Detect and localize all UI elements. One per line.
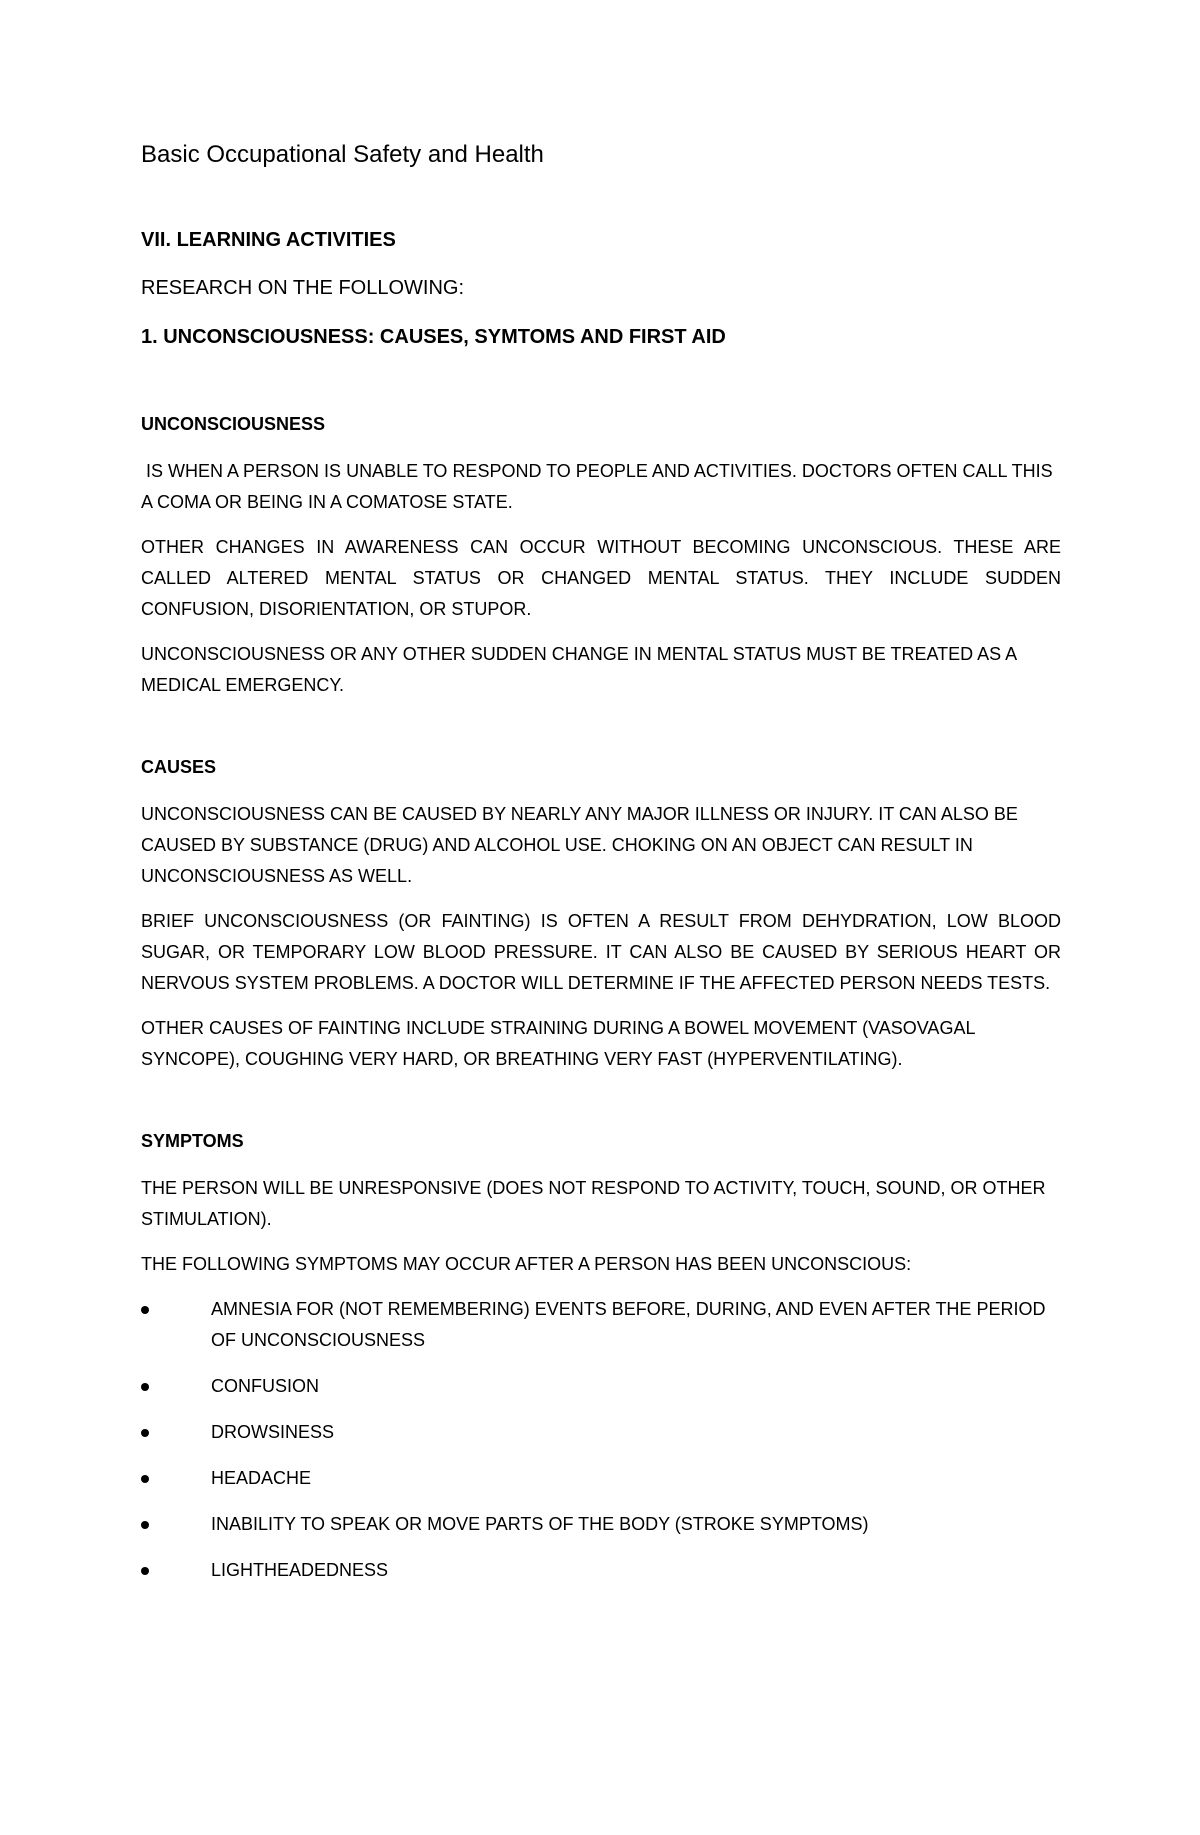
section-spacer bbox=[141, 715, 1061, 755]
causes-heading: CAUSES bbox=[141, 757, 217, 777]
unconsciousness-paragraph: IS WHEN A PERSON IS UNABLE TO RESPOND TO PEOPLE AND ACTIVITIES. DOCTORS OFTEN CALL THIS A COMA OR BEING IN A COMATOSE STATE. bbox=[141, 461, 1057, 512]
list-item bbox=[141, 1294, 1061, 1356]
list-item-text: DROWSINESS bbox=[211, 1422, 335, 1442]
section-title: VII. LEARNING ACTIVITIES bbox=[141, 229, 396, 251]
list-item-text: LIGHTHEADEDNESS bbox=[211, 1560, 389, 1580]
symptoms-list bbox=[141, 1294, 1061, 1586]
list-item bbox=[141, 1463, 1061, 1494]
topic-title: 1. UNCONSCIOUSNESS: CAUSES, SYMTOMS AND FIRST AID bbox=[141, 326, 726, 348]
section-spacer bbox=[141, 1089, 1061, 1129]
list-item bbox=[141, 1509, 1061, 1540]
symptoms-paragraph: THE PERSON WILL BE UNRESPONSIVE (DOES NOT RESPOND TO ACTIVITY, TOUCH, SOUND, OR OTHER STIMULATION). bbox=[141, 1178, 1046, 1229]
list-item-text: AMNESIA FOR (NOT REMEMBERING) EVENTS BEFORE, DURING, AND EVEN AFTER THE PERIOD OF UNCONSCIOUSNESS bbox=[211, 1299, 1046, 1350]
unconsciousness-section bbox=[141, 412, 1061, 701]
bullet-icon bbox=[141, 1475, 149, 1483]
list-item-text: INABILITY TO SPEAK OR MOVE PARTS OF THE BODY (STROKE SYMPTOMS) bbox=[211, 1514, 869, 1534]
unconsciousness-paragraph: UNCONSCIOUSNESS OR ANY OTHER SUDDEN CHANGE IN MENTAL STATUS MUST BE TREATED AS A MEDICAL EMERGENCY. bbox=[141, 644, 1017, 695]
bullet-icon bbox=[141, 1383, 149, 1391]
causes-paragraph: UNCONSCIOUSNESS CAN BE CAUSED BY NEARLY ANY MAJOR ILLNESS OR INJURY. IT CAN ALSO BE CAUSED BY SUBSTANCE (DRUG) AND ALCOHOL USE. CHOKING ON AN OBJECT CAN RESULT IN UNCONSCIOUSNESS AS WELL. bbox=[141, 804, 1018, 886]
list-item bbox=[141, 1371, 1061, 1402]
causes-paragraph: OTHER CAUSES OF FAINTING INCLUDE STRAINING DURING A BOWEL MOVEMENT (VASOVAGAL SYNCOPE), COUGHING VERY HARD, OR BREATHING VERY FAST (HYPERVENTILATING). bbox=[141, 1018, 975, 1069]
unconsciousness-heading: UNCONSCIOUSNESS bbox=[141, 414, 326, 434]
symptoms-section bbox=[141, 1129, 1061, 1586]
causes-section bbox=[141, 755, 1061, 1075]
list-item-text: CONFUSION bbox=[211, 1376, 319, 1396]
research-instruction: RESEARCH ON THE FOLLOWING: bbox=[141, 277, 465, 299]
bullet-icon bbox=[141, 1429, 149, 1437]
running-header: Basic Occupational Safety and Health bbox=[141, 141, 544, 168]
unconsciousness-paragraph: OTHER CHANGES IN AWARENESS CAN OCCUR WITHOUT BECOMING UNCONSCIOUS. THESE ARE CALLED ALTERED MENTAL STATUS OR CHANGED MENTAL STATUS. THEY INCLUDE SUDDEN CONFUSION, DISORIENTATION, OR STUPOR. bbox=[141, 537, 1061, 619]
list-item bbox=[141, 1555, 1061, 1586]
list-item-text: HEADACHE bbox=[211, 1468, 312, 1488]
bullet-icon bbox=[141, 1521, 149, 1529]
symptoms-heading: SYMPTOMS bbox=[141, 1131, 244, 1151]
symptoms-paragraph: THE FOLLOWING SYMPTOMS MAY OCCUR AFTER A PERSON HAS BEEN UNCONSCIOUS: bbox=[141, 1254, 912, 1274]
bullet-icon bbox=[141, 1567, 149, 1575]
document-body bbox=[141, 140, 1061, 1601]
bullet-icon bbox=[141, 1306, 149, 1314]
causes-paragraph: BRIEF UNCONSCIOUSNESS (OR FAINTING) IS OFTEN A RESULT FROM DEHYDRATION, LOW BLOOD SUGAR, OR TEMPORARY LOW BLOOD PRESSURE. IT CAN ALSO BE CAUSED BY SERIOUS HEART OR NERVOUS SYSTEM PROBLEMS. A DOCTOR WILL DETERMINE IF THE AFFECTED PERSON NEEDS TESTS. bbox=[141, 911, 1061, 993]
list-item bbox=[141, 1417, 1061, 1448]
